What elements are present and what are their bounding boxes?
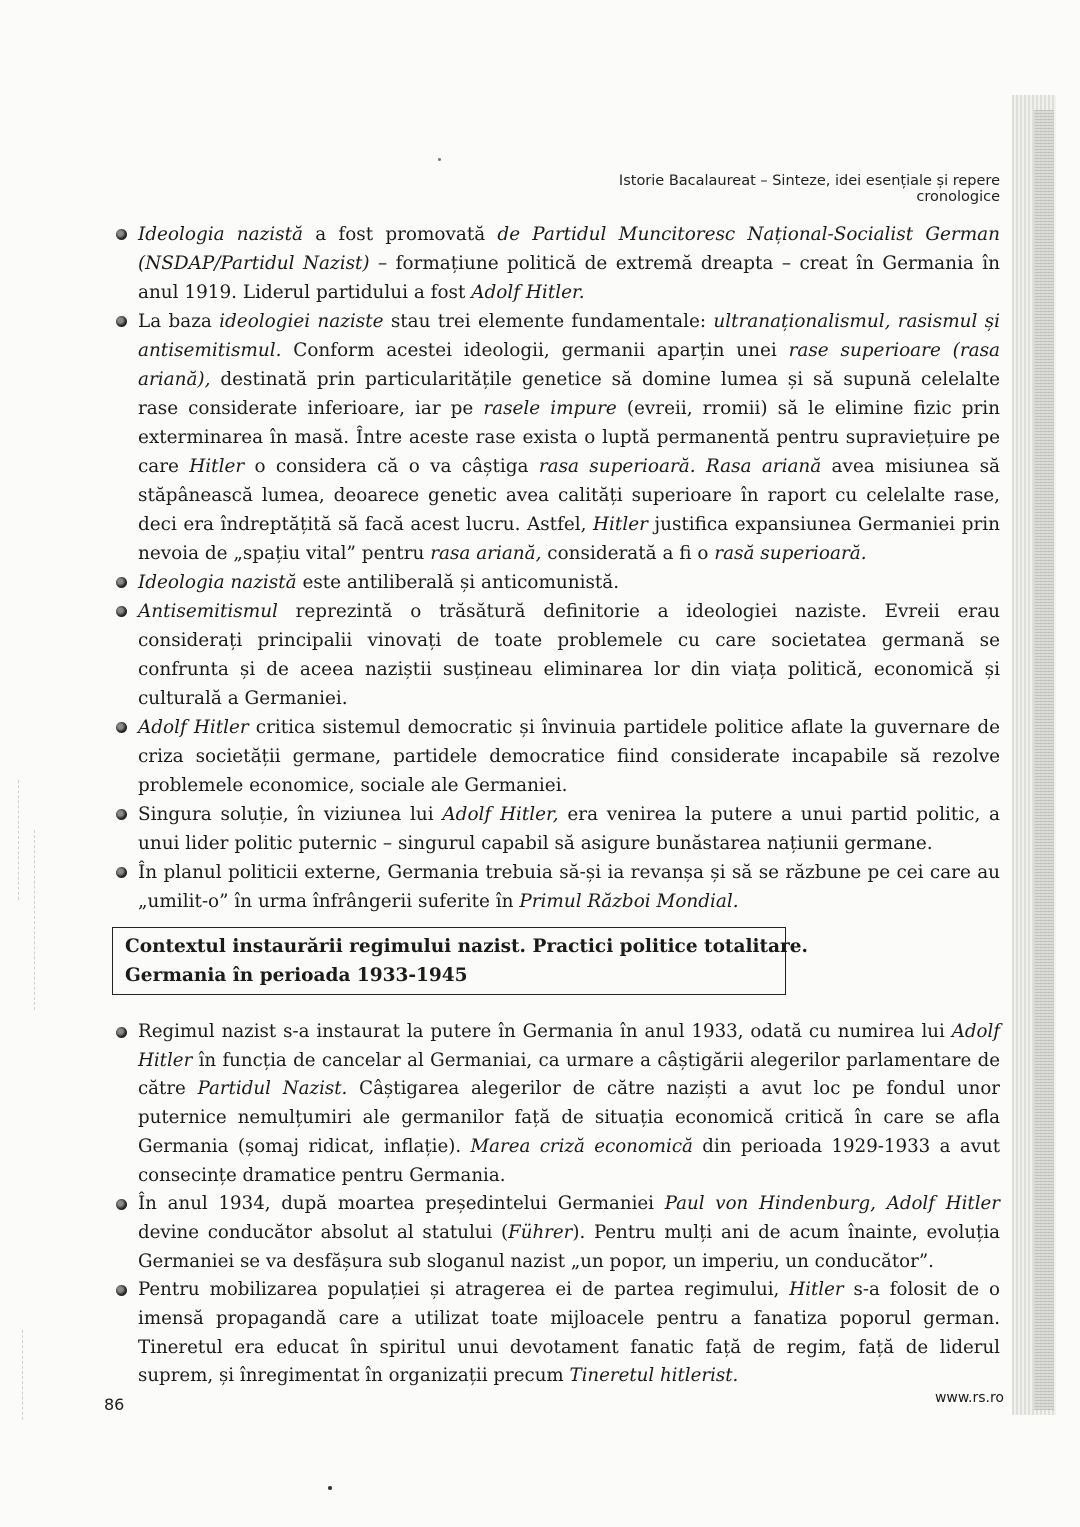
- body-text: justifica expansiunea Germaniei prin nevoia de „spațiu vital” pentru: [138, 514, 1000, 564]
- bullet-dot-icon: [116, 229, 127, 240]
- body-text: devine conducător absolut al statului (: [138, 1221, 509, 1243]
- bullet-item: [110, 1018, 1000, 1190]
- bullet-dot-icon: [116, 1285, 127, 1296]
- italic-text: Antisemitismul: [138, 601, 278, 622]
- page-number: 86: [104, 1395, 125, 1414]
- scan-speck: [328, 1486, 332, 1490]
- italic-text: rasele impure: [483, 398, 617, 419]
- body-text: În anul 1934, după moartea președintelui Germaniei: [138, 1193, 665, 1215]
- bullet-list-regime: [110, 1018, 1000, 1391]
- scan-margin-mark: [34, 830, 35, 1010]
- bullet-item: [110, 858, 1000, 916]
- italic-text: de Partidul Muncitoresc Național-Socialist German (NSDAP/Partidul Nazist): [138, 224, 1000, 274]
- body-text: (evreii, rromii) să le elimine fizic prin exterminarea în masă. Între aceste rase exista o luptă permanentă pentru supraviețuire pe care: [138, 398, 1000, 477]
- body-text: era venirea la putere a unui partid politic, a unui lider politic puternic – singurul capabil să asigure bunăstarea națiunii germane.: [138, 804, 1001, 854]
- section-heading-line-1: Contextul instaurării regimului nazist. Practici politice totalitare.: [125, 936, 809, 957]
- bullet-item: [110, 597, 1000, 713]
- italic-text: ideologiei naziste: [219, 311, 384, 332]
- body-text: a fost promovată: [302, 224, 498, 245]
- italic-text: Marea criză economică: [470, 1135, 693, 1157]
- bullet-dot-icon: [116, 316, 127, 327]
- italic-text: Primul Război Mondial.: [519, 891, 739, 912]
- bullet-item: [110, 800, 1000, 858]
- scan-margin-mark: [18, 780, 19, 900]
- italic-text: Paul von Hindenburg, Adolf Hitler: [664, 1193, 1000, 1215]
- italic-text: rasa ariană,: [430, 543, 542, 564]
- body-text: Câștigarea alegerilor de către naziști a avut loc pe fondul unor puternice nemulțumiri ale germanilor față de situația economică critică în care se afla Germania (șomaj ridicat, inflație).: [138, 1078, 1000, 1157]
- body-text: o considera că o va câștiga: [244, 456, 539, 477]
- scan-speck: [438, 158, 441, 161]
- body-text: destinată prin particularitățile genetice să domine lumea și să supună celelalte rase considerate inferioare, iar pe: [138, 369, 1000, 419]
- section-heading-box: [112, 927, 809, 995]
- body-text: ). Pentru mulți ani de acum înainte, evoluția Germaniei se va desfășura sub sloganul nazist „un popor, un imperiu, un conducător”.: [138, 1221, 1000, 1272]
- italic-text: Adolf Hitler,: [442, 804, 559, 825]
- italic-text: Ideologia nazistă: [138, 572, 297, 593]
- italic-text: Tineretul hitlerist.: [569, 1365, 739, 1387]
- body-text: reprezintă o trăsătură definitorie a ideologiei naziste. Evreii erau considerați principalii vinovați de toate problemele cu care societatea germană se confrunta și de aceea naziștii susțineau eliminarea lor din viața politică, economică și culturală a Germaniei.: [138, 601, 1000, 709]
- body-text: Singura soluție, în viziunea lui: [138, 804, 443, 825]
- bullet-item: [110, 220, 1000, 307]
- bullet-dot-icon: [116, 1027, 127, 1038]
- body-text: avea misiunea să stăpânească lumea, deoarece genetic avea calități superioare în raport cu celelalte rase, deci era îndreptățită să facă acest lucru. Astfel,: [138, 456, 1000, 535]
- scan-margin-mark: [22, 1330, 23, 1420]
- scan-edge-texture: [1034, 110, 1054, 1410]
- italic-text: Hitler: [189, 456, 245, 477]
- body-text: considerată a fi o: [541, 543, 715, 564]
- italic-text: rase superioare (rasa ariană),: [138, 340, 1000, 390]
- bullet-item: [110, 1190, 1000, 1276]
- italic-text: Partidul Nazist.: [197, 1078, 348, 1100]
- italic-text: rasa superioară. Rasa ariană: [538, 456, 822, 477]
- bullet-dot-icon: [116, 867, 127, 878]
- bullet-item: [110, 568, 1000, 597]
- body-text: Conform acestei ideologii, germanii aparțin unei: [281, 340, 789, 361]
- body-text: Regimul nazist s-a instaurat la putere în Germania în anul 1933, odată cu numirea lui: [138, 1021, 952, 1042]
- bullet-item: [110, 713, 1000, 800]
- italic-text: Hitler: [789, 1279, 844, 1301]
- body-text: în funcția de cancelar al Germaniai, ca urmare a câștigării alegerilor parlamentare de către: [138, 1049, 1000, 1100]
- italic-text: Ideologia nazistă: [138, 224, 303, 245]
- italic-text: Adolf Hitler: [138, 1021, 1000, 1071]
- body-text: din perioada 1929-1933 a avut consecințe dramatice pentru Germania.: [138, 1135, 1000, 1186]
- body-text: În planul politicii externe, Germania trebuia să-și ia revanșa și să se răzbune pe cei care au „umilit-o” în urma înfrângerii suferite în: [138, 862, 1000, 912]
- italic-text: Adolf Hitler: [138, 717, 249, 738]
- body-text: stau trei elemente fundamentale:: [383, 311, 714, 332]
- italic-text: rasă superioară.: [714, 543, 867, 564]
- footer-url: www.rs.ro: [934, 1390, 1004, 1406]
- body-text: critica sistemul democratic și învinuia partidele politice aflate la guvernare de criza societății germane, partidele democratice fiind considerate incapabile să rezolve problemele economice, sociale ale Germaniei.: [138, 717, 1001, 796]
- bullet-dot-icon: [116, 1199, 127, 1210]
- bullet-dot-icon: [116, 577, 127, 588]
- section-heading-line-2: Germania în perioada 1933-1945: [125, 965, 468, 986]
- body-text: s-a folosit de o imensă propagandă care a utilizat toate mijloacele pentru a fanatiza poporul german. Tineretul era educat în spiritul unui devotament fanatic față de regim, față de liderul suprem, și înregimentat în organizații precum: [138, 1279, 1000, 1387]
- bullet-list-ideology: [110, 220, 1000, 916]
- italic-text: Führer: [508, 1221, 573, 1243]
- bullet-item: [110, 307, 1000, 568]
- bullet-dot-icon: [116, 809, 127, 820]
- body-text: Pentru mobilizarea populației și atragerea ei de partea regimului,: [138, 1279, 790, 1301]
- body-text: – formațiune politică de extremă dreapta – creat în Germania în anul 1919. Liderul partidului a fost: [138, 253, 1000, 303]
- italic-text: Adolf Hitler.: [471, 282, 585, 303]
- body-text: este antiliberală și anticomunistă.: [296, 572, 620, 593]
- italic-text: Hitler: [593, 514, 648, 535]
- bullet-dot-icon: [116, 722, 127, 733]
- italic-text: ultranaționalismul, rasismul și antisemitismul.: [138, 311, 1000, 361]
- bullet-dot-icon: [116, 606, 127, 617]
- bullet-item: [110, 1276, 1000, 1391]
- running-header: Istorie Bacalaureat – Sinteze, idei esențiale și repere cronologice: [618, 173, 1000, 205]
- body-text: La baza: [138, 311, 220, 332]
